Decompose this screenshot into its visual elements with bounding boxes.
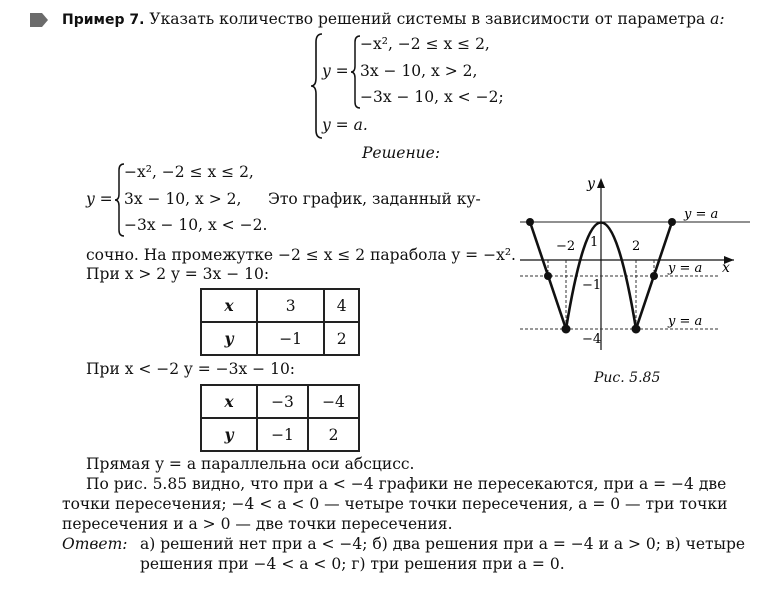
table1-x-value: 3 <box>257 289 324 322</box>
table1-x-value: 4 <box>324 289 359 322</box>
line-label-upper: y = a <box>684 207 719 222</box>
function-y-eq: y = <box>86 190 113 208</box>
piecewise-function <box>86 160 506 240</box>
tick-minus2: −2 <box>556 239 576 254</box>
function-side-text: Это график, заданный ку- <box>268 190 481 208</box>
point <box>650 272 658 280</box>
table2-x-value: −3 <box>257 385 308 418</box>
table2-y-value: −1 <box>257 418 308 451</box>
example-label: Пример 7. <box>62 12 145 28</box>
y-axis-label: y <box>587 176 595 192</box>
paragraph-parabola: сочно. На промежутке −2 ≤ x ≤ 2 парабола y = −x². <box>86 246 516 264</box>
table2-y-value: 2 <box>308 418 359 451</box>
system-case-1: −x², −2 ≤ x ≤ 2, <box>360 35 490 53</box>
function-case-2: 3x − 10, x > 2, <box>124 190 242 208</box>
table2-x-value: −4 <box>308 385 359 418</box>
line-label-middle: y = a <box>668 261 703 276</box>
conclusion-line-4: пересечения и a > 0 — две точки пересечения. <box>62 515 453 533</box>
function-case-3: −3x − 10, x < −2. <box>124 216 268 234</box>
answer-line-2: решения при −4 < a < 0; г) три решения при a = 0. <box>140 555 565 573</box>
tick-minus1: −1 <box>582 278 602 293</box>
conclusion-line-2: По рис. 5.85 видно, что при a < −4 графики не пересекаются, при a = −4 две <box>86 475 727 493</box>
table1-x-label: x <box>201 289 257 322</box>
tick-plus2: 2 <box>632 239 641 254</box>
answer-label: Ответ: <box>62 535 128 553</box>
example-header <box>62 9 725 30</box>
graph-figure <box>510 170 764 390</box>
system-case-2: 3x − 10, x > 2, <box>360 62 478 80</box>
system-y-eq: y = <box>322 62 349 80</box>
example-param: a: <box>710 10 725 28</box>
table2-y-label: y <box>201 418 257 451</box>
solution-heading: Решение: <box>362 144 441 162</box>
point <box>562 325 571 334</box>
answer-line-1: а) решений нет при a < −4; б) два решения при a = −4 и a > 0; в) четыре <box>140 535 746 553</box>
table1-y-label: y <box>201 322 257 355</box>
value-table-1 <box>200 288 360 356</box>
point <box>544 272 552 280</box>
value-table-2 <box>200 384 360 452</box>
conclusion-line-3: точки пересечения; −4 < a < 0 — четыре точки пересечения, a = 0 — три точки <box>62 495 728 513</box>
equation-system <box>308 32 528 142</box>
function-case-1: −x², −2 ≤ x ≤ 2, <box>124 163 254 181</box>
case-x-greater-2: При x > 2 y = 3x − 10: <box>86 265 270 283</box>
case-x-less-minus2: При x < −2 y = −3x − 10: <box>86 360 296 378</box>
table1-y-value: −1 <box>257 322 324 355</box>
line-label-lower: y = a <box>668 314 703 329</box>
table1-y-value: 2 <box>324 322 359 355</box>
figure-caption: Рис. 5.85 <box>594 370 661 386</box>
conclusion-line-1: Прямая y = a параллельна оси абсцисс. <box>86 455 415 473</box>
tick-minus4: −4 <box>582 332 602 347</box>
point <box>668 218 676 226</box>
point <box>632 325 641 334</box>
system-line-eq: y = a. <box>322 116 368 134</box>
point <box>526 218 534 226</box>
x-axis-label: x <box>722 260 730 276</box>
table2-x-label: x <box>201 385 257 418</box>
example-task: Указать количество решений системы в зависимости от параметра <box>149 10 706 28</box>
system-case-3: −3x − 10, x < −2; <box>360 88 504 106</box>
tick-plus1: 1 <box>590 235 599 250</box>
bullet-marker-icon <box>28 11 50 29</box>
y-axis-arrow-icon <box>597 178 605 188</box>
